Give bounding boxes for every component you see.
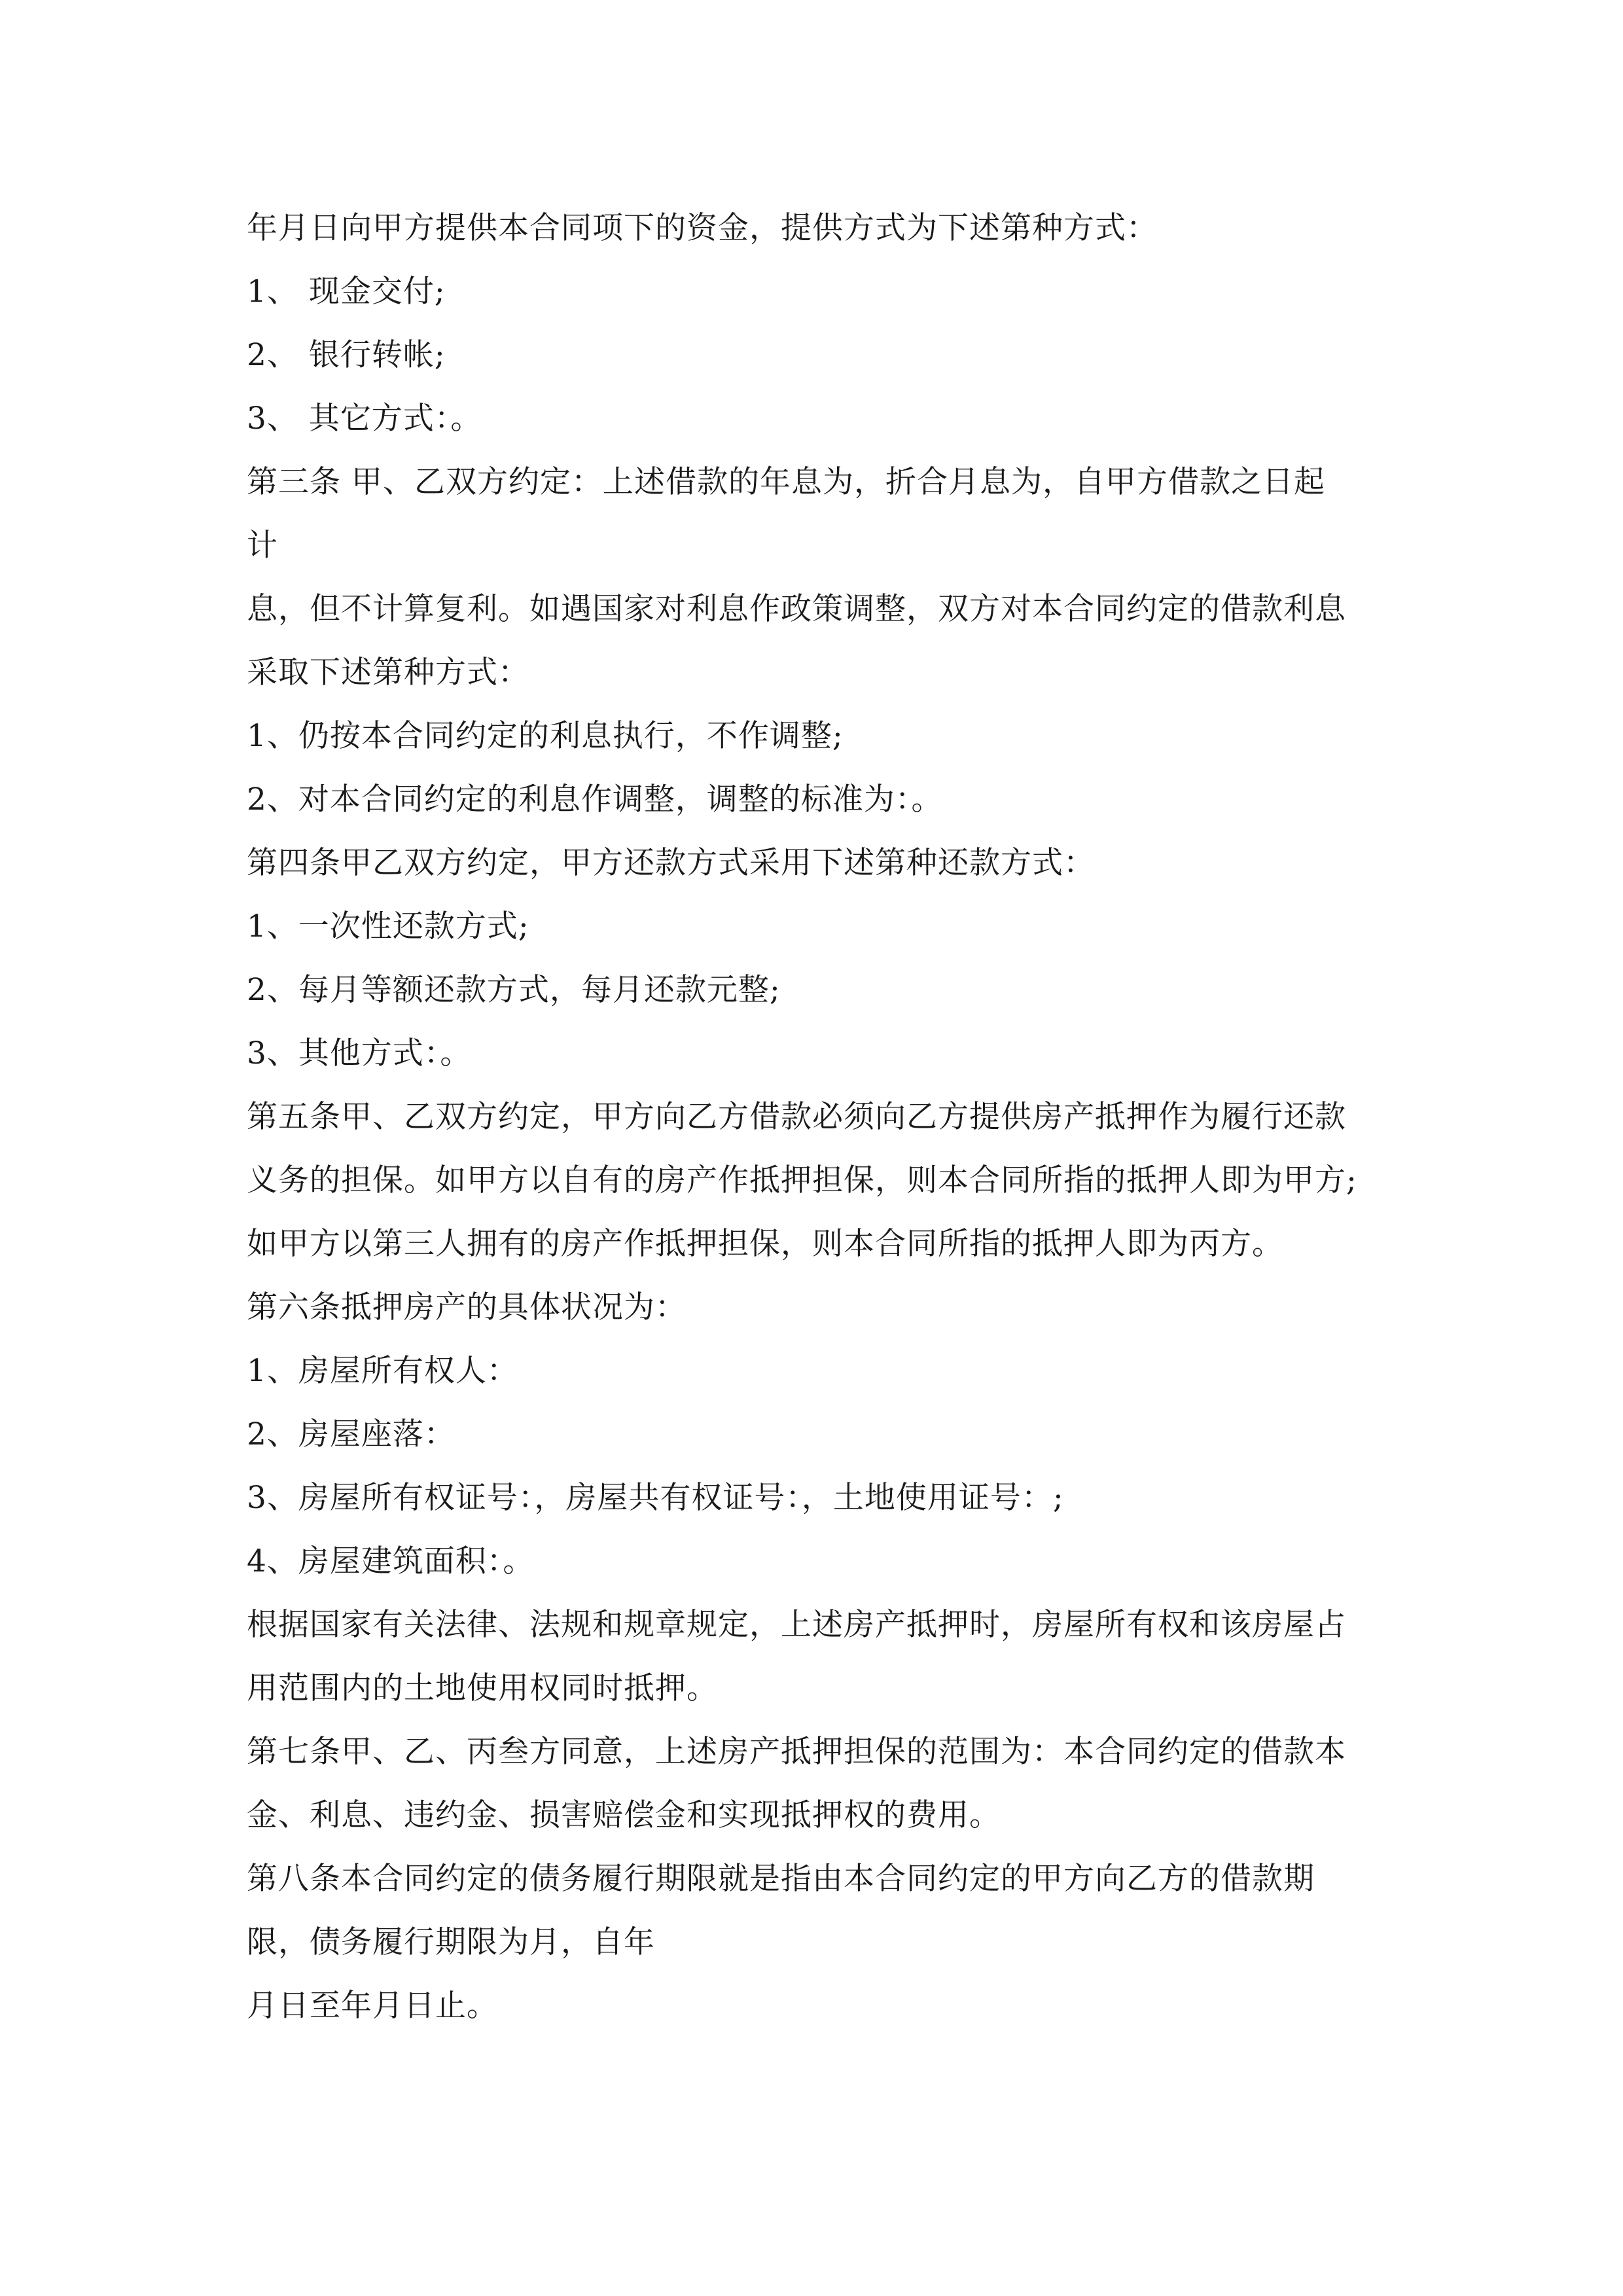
text-line: 根据国家有关法律、法规和规章规定，上述房产抵押时，房屋所有权和该房屋占	[247, 1607, 1346, 1643]
text-line: 用范围内的土地使用权同时抵押。	[247, 1670, 718, 1706]
text-line: 限，债务履行期限为月，自年	[247, 1924, 655, 1960]
text-line: 采取下述第种方式：	[247, 655, 529, 691]
text-line: 如甲方以第三人拥有的房产作抵押担保，则本合同所指的抵押人即为丙方。	[247, 1226, 1283, 1262]
text-line: 第八条本合同约定的债务履行期限就是指由本合同约定的甲方向乙方的借款期	[247, 1861, 1315, 1897]
text-line: 2、每月等额还款方式，每月还款元整;	[247, 972, 781, 1008]
text-line: 计	[247, 528, 278, 564]
text-line: 金、利息、违约金、损害赔偿金和实现抵押权的费用。	[247, 1797, 1001, 1833]
text-line: 3、其他方式：。	[247, 1035, 472, 1071]
contract-body-text	[247, 196, 1399, 2037]
text-line: 年月日向甲方提供本合同项下的资金，提供方式为下述第种方式：	[247, 210, 1158, 246]
text-line: 2、对本合同约定的利息作调整，调整的标准为：。	[247, 781, 943, 817]
text-line: 4、房屋建筑面积：。	[247, 1543, 535, 1579]
text-line: 1、 现金交付;	[247, 274, 446, 310]
text-line: 第五条甲、乙双方约定，甲方向乙方借款必须向乙方提供房产抵押作为履行还款	[247, 1099, 1346, 1135]
text-line: 第四条甲乙双方约定，甲方还款方式采用下述第种还款方式：	[247, 845, 1095, 881]
text-line: 3、房屋所有权证号：，房屋共有权证号：，土地使用证号：;	[247, 1480, 1064, 1516]
text-line: 1、仍按本合同约定的利息执行，不作调整;	[247, 718, 844, 754]
text-line: 月日至年月日止。	[247, 1988, 498, 2024]
text-line: 1、一次性还款方式;	[247, 908, 529, 944]
text-line: 3、 其它方式：。	[247, 401, 482, 437]
text-line: 义务的担保。如甲方以自有的房产作抵押担保，则本合同所指的抵押人即为甲方;	[247, 1162, 1357, 1198]
text-line: 第七条甲、乙、丙叁方同意，上述房产抵押担保的范围为：本合同约定的借款本	[247, 1734, 1346, 1770]
text-line: 2、房屋座落：	[247, 1416, 455, 1452]
text-line: 息，但不计算复利。如遇国家对利息作政策调整，双方对本合同约定的借款利息	[247, 591, 1346, 627]
text-line: 2、 银行转帐;	[247, 337, 446, 373]
text-line: 第三条 甲、乙双方约定：上述借款的年息为，折合月息为，自甲方借款之日起	[247, 464, 1325, 500]
text-line: 1、房屋所有权人：	[247, 1353, 518, 1389]
text-line: 第六条抵押房产的具体状况为：	[247, 1289, 687, 1325]
